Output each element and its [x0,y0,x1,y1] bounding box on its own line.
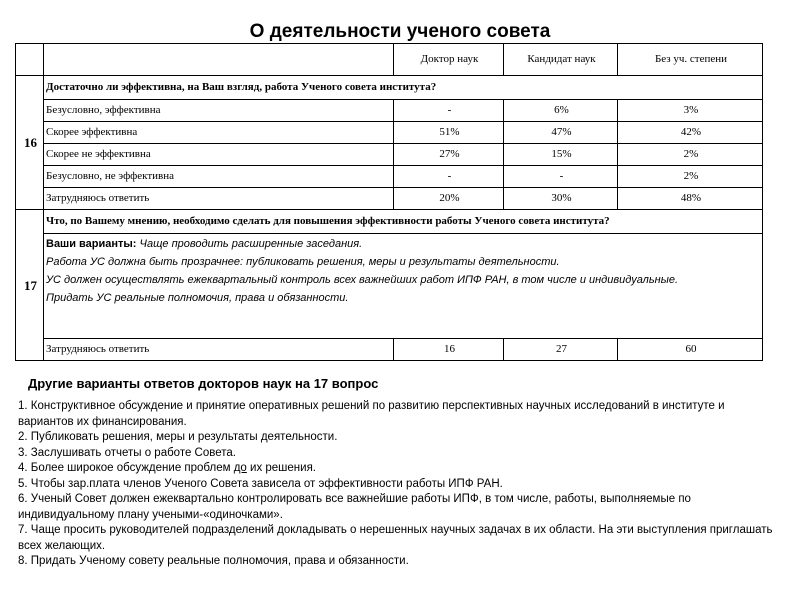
answers-list [18,399,778,570]
table-row [16,188,763,210]
header-doctor: Доктор наук [394,44,504,76]
q17-variants-row [16,234,763,339]
table-row [16,122,763,144]
row-label: Безусловно, эффективна [44,100,394,122]
list-item: 1. Конструктивное обсуждение и принятие оперативных решений по развитию перспективных научных исследований в институте и вариантов их финансирования. [18,400,725,428]
cell-candidate: 15% [504,144,618,166]
cell-candidate: 27 [504,339,618,361]
page-title: О деятельности ученого совета [249,21,551,42]
cell-doctor: - [394,166,504,188]
header-no-degree: Без уч. степени [618,44,763,76]
row-label: Затрудняюсь ответить [44,188,394,210]
survey-table [15,43,763,361]
q17-question: Что, по Вашему мнению, необходимо сделать для повышения эффективности работы Ученого совета института? [44,210,763,234]
row-label: Затрудняюсь ответить [44,339,394,361]
cell-doctor: 20% [394,188,504,210]
cell-doctor: 27% [394,144,504,166]
list-item: 7. Чаще просить руководителей подразделений докладывать о нерешенных научных задачах в их области. На эти выступления приглашать всех желающих. [18,524,773,552]
cell-no-degree: 2% [618,166,763,188]
list-item: 8. Придать Ученому совету реальные полномочия, права и обязанности. [18,555,409,567]
list-item: 6. Ученый Совет должен ежеквартально контролировать все важнейшие работы ИПФ, в том числе, работы, выполняемые по индивидуальному плану учеными-«одиночками». [18,493,691,521]
header-empty-number [16,44,44,76]
cell-candidate: - [504,166,618,188]
q17-question-row [16,210,763,234]
underlined-word: до [233,462,247,474]
cell-candidate: 30% [504,188,618,210]
row-label: Скорее эффективна [44,122,394,144]
list-item: 3. Заслушивать отчеты о работе Совета. [18,446,236,459]
list-item: 5. Чтобы зар.плата членов Ученого Совета зависела от эффективности работы ИПФ РАН. [18,477,503,490]
q16-question: Достаточно ли эффективна, на Ваш взгляд, работа Ученого совета института? [44,76,763,100]
cell-doctor: 16 [394,339,504,361]
variants-cell [44,234,763,339]
variants-label: Ваши варианты: [46,238,137,250]
cell-no-degree: 60 [618,339,763,361]
q17-number: 17 [16,210,44,361]
cell-doctor: - [394,100,504,122]
table-header-row [16,44,763,76]
row-label: Безусловно, не эффективна [44,166,394,188]
variant-item: Придать УС реальные полномочия, права и обязанности. [46,292,349,304]
cell-no-degree: 2% [618,144,763,166]
variant-item: Работа УС должна быть прозрачнее: публиковать решения, меры и результаты деятельности. [46,256,560,268]
q16-number: 16 [16,76,44,210]
list-item: 2. Публиковать решения, меры и результаты деятельности. [18,431,338,443]
cell-candidate: 6% [504,100,618,122]
other-answers-heading: Другие варианты ответов докторов наук на 17 вопрос [28,376,379,391]
cell-candidate: 47% [504,122,618,144]
list-item-text: 4. Более широкое обсуждение проблем [18,462,234,474]
q16-question-row [16,76,763,100]
table-row [16,144,763,166]
table-row [16,339,763,361]
variant-item: УС должен осуществлять ежеквартальный контроль всех важнейших работ ИПФ РАН, в том числе и индивидуальные. [46,274,678,286]
variant-item: Чаще проводить расширенные заседания. [139,238,363,250]
cell-no-degree: 3% [618,100,763,122]
table-row [16,166,763,188]
cell-no-degree: 48% [618,188,763,210]
cell-no-degree: 42% [618,122,763,144]
row-label: Скорее не эффективна [44,144,394,166]
table-row [16,100,763,122]
list-item-text: их решения. [246,462,317,474]
list-item [18,461,778,477]
header-empty-label [44,44,394,76]
cell-doctor: 51% [394,122,504,144]
header-candidate: Кандидат наук [504,44,618,76]
